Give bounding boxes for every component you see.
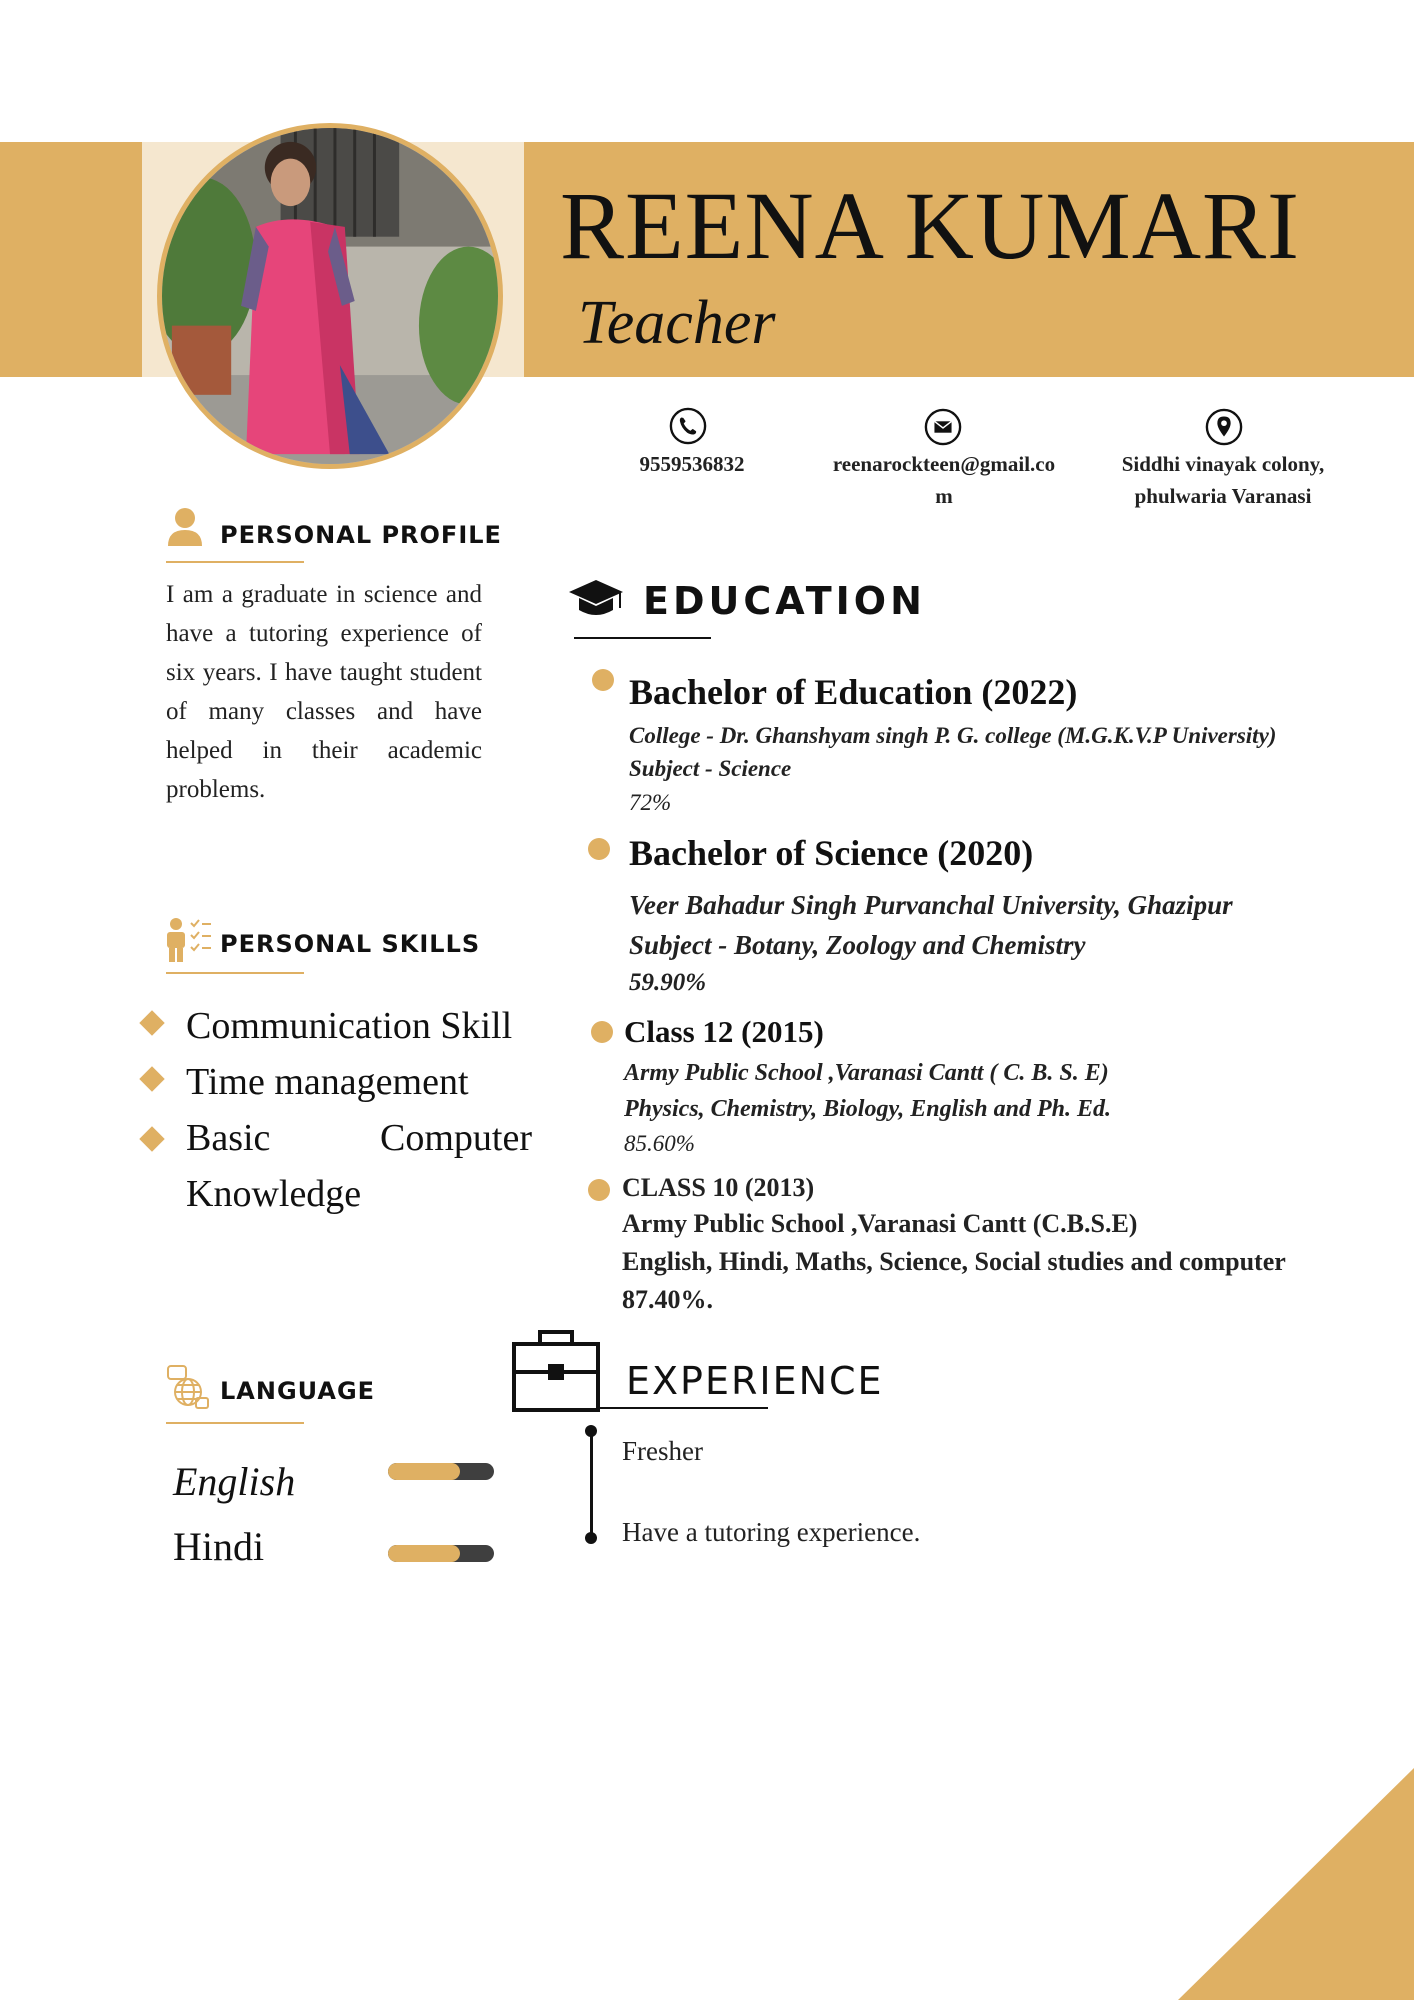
skill-label: Communication Skill (186, 1005, 513, 1047)
education-subject: Subject - Science (629, 756, 792, 781)
education-bullet-icon (588, 1179, 610, 1201)
skills-title: PERSONAL SKILLS (220, 930, 481, 958)
experience-item: Fresher (622, 1436, 703, 1466)
address-line-2: phulwaria Varanasi (1134, 484, 1312, 508)
education-underline (574, 637, 711, 639)
language-icon (166, 1364, 210, 1415)
phone-number[interactable]: 9559536832 (639, 452, 745, 476)
mail-icon (924, 408, 962, 451)
skill-item (140, 1054, 532, 1110)
briefcase-icon (512, 1326, 600, 1417)
profile-photo (157, 123, 503, 469)
email-line-2: m (935, 484, 953, 508)
skill-item (140, 998, 532, 1054)
education-score: 59.90% (629, 969, 707, 996)
language-english: English (173, 1459, 296, 1504)
decorative-corner-triangle (1178, 1768, 1414, 2000)
skills-underline (166, 972, 304, 974)
education-score: 87.40%. (622, 1285, 713, 1314)
diamond-bullet-icon (139, 1126, 164, 1151)
location-icon (1205, 408, 1243, 451)
education-degree: Class 12 (2015) (624, 1014, 824, 1049)
experience-title: EXPERIENCE (626, 1359, 884, 1403)
education-institution: Army Public School ,Varanasi Cantt (C.B.S.E) (622, 1209, 1138, 1238)
email-line-1: reenarockteen@gmail.co (832, 452, 1056, 476)
language-title: LANGUAGE (220, 1377, 376, 1405)
education-degree: CLASS 10 (2013) (622, 1173, 815, 1202)
education-institution: Army Public School ,Varanasi Cantt ( C. B. S. E) (624, 1060, 1109, 1086)
person-icon (166, 506, 204, 551)
education-score: 85.60% (624, 1131, 695, 1156)
profile-photo-illustration (162, 128, 498, 464)
skill-label: Basic Computer (186, 1117, 532, 1159)
english-level-fill (388, 1463, 460, 1480)
address-line-1: Siddhi vinayak colony, (1121, 452, 1325, 476)
education-degree: Bachelor of Education (2022) (629, 672, 1078, 712)
candidate-role: Teacher (578, 289, 776, 357)
education-bullet-icon (591, 1021, 613, 1043)
skill-label-continued: Knowledge (186, 1173, 362, 1215)
profile-title: PERSONAL PROFILE (220, 521, 502, 549)
education-institution: Veer Bahadur Singh Purvanchal University, Ghazipur (629, 890, 1233, 920)
address (1088, 448, 1358, 512)
education-subject: English, Hindi, Maths, Science, Social studies and computer (622, 1247, 1286, 1276)
timeline-end-dot (585, 1532, 597, 1544)
candidate-name: REENA KUMARI (560, 172, 1301, 279)
education-bullet-icon (588, 838, 610, 860)
education-subject: Subject - Botany, Zoology and Chemistry (629, 930, 1086, 960)
skill-label: Time management (186, 1061, 469, 1103)
education-score: 72% (629, 790, 672, 815)
language-hindi: Hindi (173, 1524, 265, 1569)
skills-list (140, 998, 532, 1222)
email-address[interactable] (808, 448, 1080, 512)
phone-icon (669, 407, 707, 450)
education-institution: College - Dr. Ghanshyam singh P. G. college (M.G.K.V.P University) (629, 723, 1277, 748)
education-bullet-icon (592, 669, 614, 691)
hindi-level-bar (388, 1545, 494, 1562)
diamond-bullet-icon (139, 1066, 164, 1091)
skills-icon (164, 917, 212, 968)
timeline-line (590, 1431, 593, 1535)
language-underline (166, 1422, 304, 1424)
skill-item (140, 1110, 532, 1222)
education-title: EDUCATION (643, 579, 926, 623)
english-level-bar (388, 1463, 494, 1480)
profile-text: I am a graduate in science and have a tutoring experience of six years. I have taught student of many classes and have helped in their academic problems. (166, 581, 482, 803)
profile-underline (166, 561, 304, 563)
experience-item: Have a tutoring experience. (622, 1517, 921, 1547)
graduation-cap-icon (568, 578, 624, 629)
education-degree: Bachelor of Science (2020) (629, 833, 1034, 873)
diamond-bullet-icon (139, 1010, 164, 1035)
education-subject: Physics, Chemistry, Biology, English and Ph. Ed. (624, 1096, 1111, 1122)
experience-underline (598, 1407, 768, 1409)
hindi-level-fill (388, 1545, 460, 1562)
